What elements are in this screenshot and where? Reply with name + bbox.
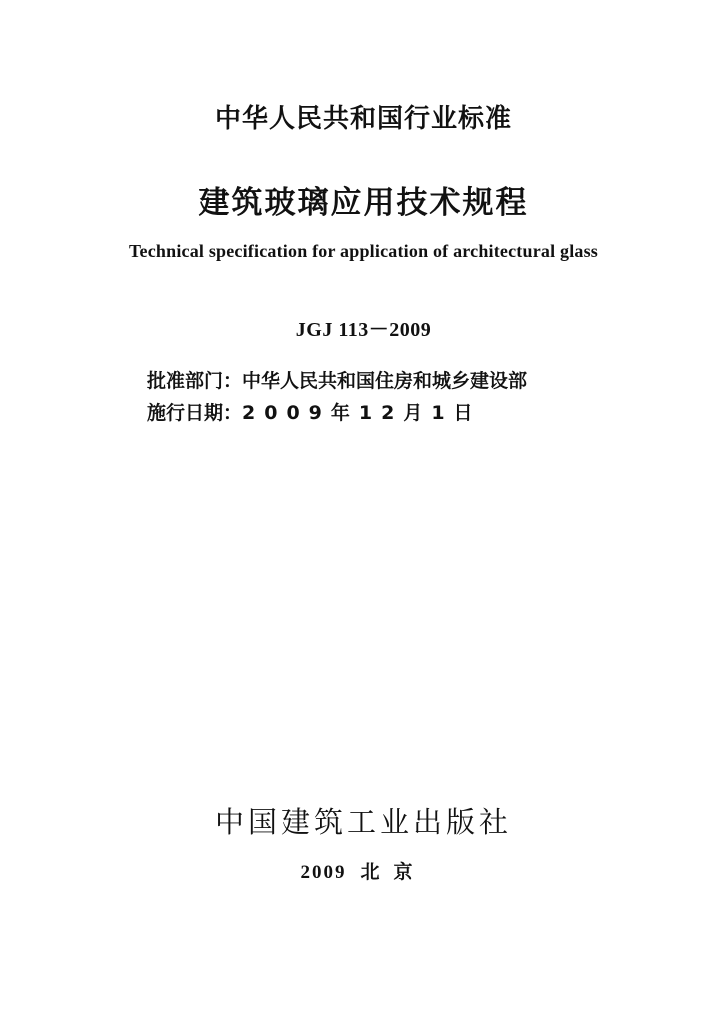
document-title-english: Technical specification for application of architectural glass <box>128 241 599 261</box>
approval-label: 批准部门： <box>147 370 243 392</box>
publication-line <box>0 857 727 884</box>
effective-date-value: 2009年12月1日 <box>242 402 482 424</box>
standard-category: 中华人民共和国行业标准 <box>214 104 512 134</box>
standard-number: JGJ 113－2009 <box>295 319 432 341</box>
effective-date-row <box>147 397 617 429</box>
approval-info-block <box>147 365 617 429</box>
approval-value: 中华人民共和国住房和城乡建设部 <box>242 370 528 392</box>
publication-year: 2009 <box>300 862 347 883</box>
effective-date-label: 施行日期： <box>147 402 243 424</box>
document-title-chinese: 建筑玻璃应用技术规程 <box>198 185 529 221</box>
approval-row <box>147 365 617 397</box>
publisher-name: 中国建筑工业出版社 <box>214 805 512 839</box>
publication-city: 北京 <box>360 861 427 883</box>
